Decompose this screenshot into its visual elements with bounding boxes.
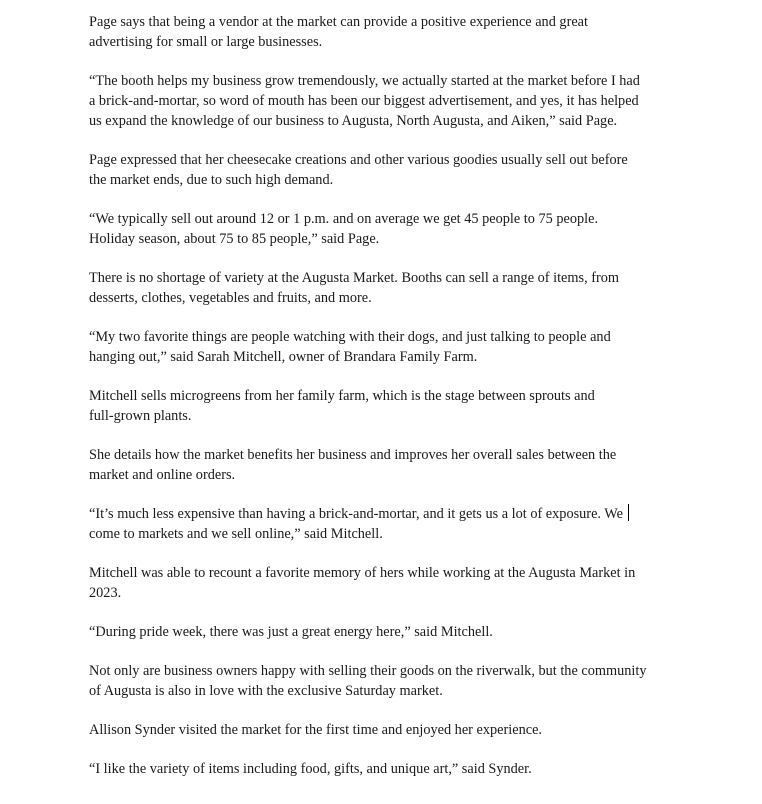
- document-body[interactable]: [89, 12, 689, 798]
- paragraph: [89, 327, 689, 367]
- paragraph: [89, 386, 689, 426]
- paragraph: [89, 661, 689, 701]
- text-line: of Augusta is also in love with the exclusive Saturday market.: [89, 683, 443, 699]
- text-line: full-grown plants.: [89, 408, 192, 424]
- paragraph: [89, 622, 689, 642]
- paragraph: [89, 209, 689, 249]
- text-line: “I like the variety of items including food, gifts, and unique art,” said Synder.: [89, 761, 532, 777]
- paragraph: [89, 504, 689, 544]
- text-line: come to markets and we sell online,” said Mitchell.: [89, 526, 383, 542]
- text-line: “It’s much less expensive than having a brick-and-mortar, and it gets us a lot of exposure. We: [89, 506, 623, 522]
- paragraph: [89, 71, 689, 131]
- paragraph: [89, 445, 689, 485]
- text-line: “My two favorite things are people watching with their dogs, and just talking to people and: [89, 329, 611, 345]
- paragraph: [89, 268, 689, 308]
- text-line: a brick-and-mortar, so word of mouth has been our biggest advertisement, and yes, it has helped: [89, 93, 639, 109]
- text-line: Page says that being a vendor at the market can provide a positive experience and great: [89, 14, 589, 30]
- paragraph: [89, 12, 689, 52]
- text-line: desserts, clothes, vegetables and fruits, and more.: [89, 290, 372, 306]
- text-line: Allison Synder visited the market for the first time and enjoyed her experience.: [89, 722, 542, 738]
- text-line: Holiday season, about 75 to 85 people,” said Page.: [89, 231, 380, 247]
- text-line: hanging out,” said Sarah Mitchell, owner of Brandara Family Farm.: [89, 349, 478, 365]
- text-cursor: [628, 504, 629, 521]
- text-line: Mitchell sells microgreens from her family farm, which is the stage between sprouts and: [89, 388, 595, 404]
- paragraph: [89, 720, 689, 740]
- text-line: Mitchell was able to recount a favorite memory of hers while working at the Augusta Market in: [89, 565, 636, 581]
- text-line: Not only are business owners happy with selling their goods on the riverwalk, but the community: [89, 663, 647, 679]
- text-line: us expand the knowledge of our business to Augusta, North Augusta, and Aiken,” said Page.: [89, 113, 618, 129]
- paragraph: [89, 759, 689, 779]
- paragraph: [89, 563, 689, 603]
- text-line: advertising for small or large businesses.: [89, 34, 323, 50]
- text-line: 2023.: [89, 585, 122, 601]
- text-line: She details how the market benefits her business and improves her overall sales between the: [89, 447, 617, 463]
- text-line: market and online orders.: [89, 467, 236, 483]
- text-line: Page expressed that her cheesecake creations and other various goodies usually sell out before: [89, 152, 628, 168]
- text-line: “We typically sell out around 12 or 1 p.m. and on average we get 45 people to 75 people.: [89, 211, 599, 227]
- text-line: “The booth helps my business grow tremendously, we actually started at the market before I had: [89, 73, 640, 89]
- text-line: There is no shortage of variety at the Augusta Market. Booths can sell a range of items, from: [89, 270, 620, 286]
- text-line: “During pride week, there was just a great energy here,” said Mitchell.: [89, 624, 493, 640]
- paragraph: [89, 150, 689, 190]
- text-line: the market ends, due to such high demand.: [89, 172, 334, 188]
